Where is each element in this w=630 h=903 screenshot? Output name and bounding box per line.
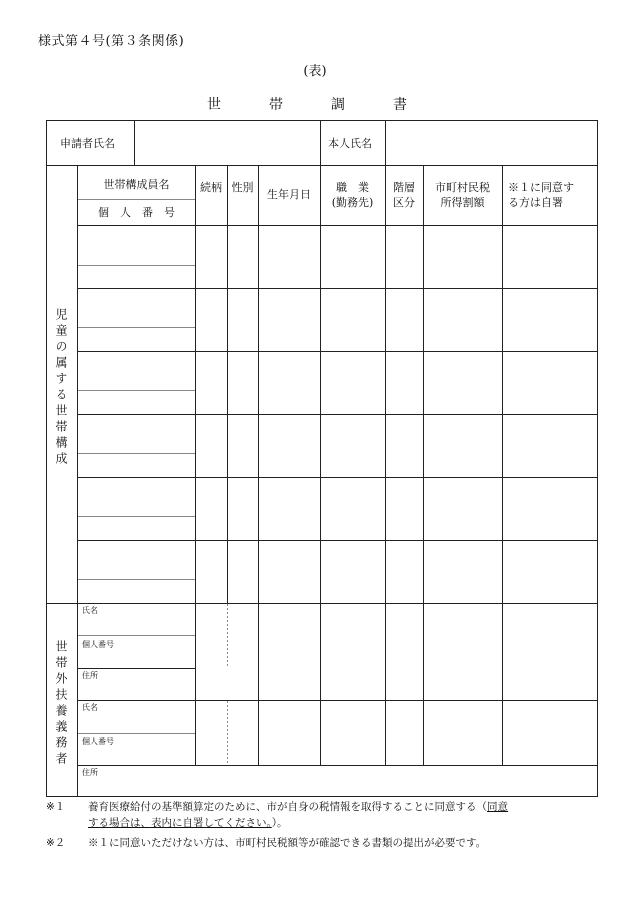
applicant-name-label: 申請者氏名 xyxy=(60,137,115,150)
household-section-label: 児童の属する世帯構成 xyxy=(54,308,68,468)
dependent-number-label: 個人番号 xyxy=(82,737,114,746)
dependent-address-label: 住所 xyxy=(82,671,98,680)
dependents-section-label: 世帯外扶養義務者 xyxy=(54,640,68,768)
column-header-personal-number: 個 人 番 号 xyxy=(98,206,175,219)
column-header-consent: ※１に同意す る方は自署 xyxy=(508,181,574,209)
column-header-member-name: 世帯構成員名 xyxy=(103,178,170,191)
title-char: 書 xyxy=(393,97,407,113)
dependent-name-label: 氏名 xyxy=(82,703,98,712)
dependent-number-label: 個人番号 xyxy=(82,640,114,649)
title-char: 調 xyxy=(331,97,345,113)
column-header-occupation: 職 業 (勤務先) xyxy=(331,181,374,209)
front-side-label: (表) xyxy=(303,64,327,79)
note-2-mark: ※２ xyxy=(46,837,66,849)
title-char: 世 xyxy=(207,97,221,113)
note-1-text: 養育医療給付の基準額算定のために、市が自身の税情報を取得することに同意する（同意 する場合は、表内に自署してください。）。 xyxy=(88,801,508,829)
dependent-name-label: 氏名 xyxy=(82,606,98,615)
column-header-birthdate: 生年月日 xyxy=(267,188,311,201)
form-number-label: 様式第４号(第３条関係) xyxy=(38,34,185,49)
note-1-mark: ※１ xyxy=(46,801,66,813)
column-header-sex: 性別 xyxy=(231,181,254,194)
column-header-municipal-tax: 市町村民税 所得割額 xyxy=(435,181,490,209)
person-name-label: 本人氏名 xyxy=(328,137,372,150)
title-char: 帯 xyxy=(269,97,283,113)
dependent-address-label: 住所 xyxy=(82,768,98,777)
column-header-class: 階層 区分 xyxy=(393,181,415,209)
note-2-text: ※１に同意いただけない方は、市町村民税額等が確認できる書類の提出が必要です。 xyxy=(88,837,487,849)
column-header-relation: 続柄 xyxy=(200,181,222,194)
